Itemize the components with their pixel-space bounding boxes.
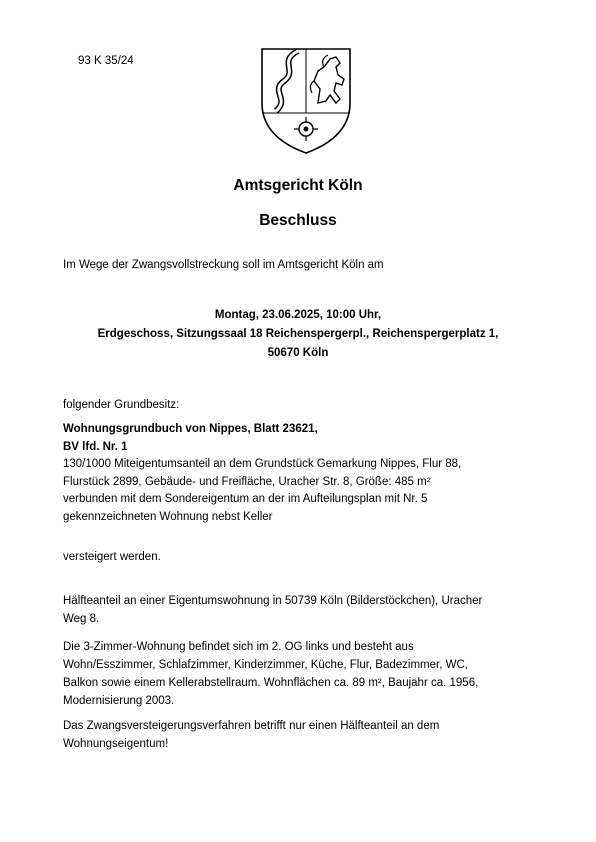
land-register-desc-line: Flurstück 2899, Gebäude- und Freifläche, Uracher Str. 8, Größe: 485 m²	[63, 475, 431, 488]
details-line: Weg 8.	[63, 613, 100, 625]
appointment-block	[0, 306, 596, 363]
property-intro: folgender Grundbesitz:	[63, 399, 180, 411]
appointment-city: 50670 Köln	[267, 347, 329, 359]
court-name: Amtsgericht Köln	[233, 177, 363, 194]
details-para3	[63, 717, 439, 753]
land-register-block	[63, 421, 461, 526]
coat-of-arms-icon	[258, 45, 354, 157]
appointment-date: Montag, 23.06.2025, 10:00 Uhr,	[214, 309, 382, 321]
land-register-item: BV lfd. Nr. 1	[63, 440, 128, 453]
details-line: Balkon sowie einem Kellerabstellraum. Wohnflächen ca. 89 m², Baujahr ca. 1956,	[63, 677, 479, 689]
details-line: Wohn/Esszimmer, Schlafzimmer, Kinderzimmer, Küche, Flur, Badezimmer, WC,	[63, 659, 468, 671]
appointment-location: Erdgeschoss, Sitzungssaal 18 Reichenspergerpl., Reichenspergerplatz 1,	[97, 328, 499, 340]
details-para2	[63, 638, 478, 710]
land-register-desc-line: 130/1000 Miteigentumsanteil an dem Grundstück Gemarkung Nippes, Flur 88,	[63, 458, 462, 470]
land-register-desc-line: gekennzeichneten Wohnung nebst Keller	[63, 510, 273, 523]
land-register-desc-line: verbunden mit dem Sondereigentum an der im Aufteilungsplan mit Nr. 5	[63, 493, 428, 505]
auction-phrase: versteigert werden.	[63, 551, 161, 563]
case-number: 93 K 35/24	[78, 55, 134, 67]
details-line: Wohnungseigentum!	[63, 738, 169, 750]
land-register-title: Wohnungsgrundbuch von Nippes, Blatt 23621,	[63, 423, 318, 435]
details-para1	[63, 592, 482, 628]
details-line: Modernisierung 2003.	[63, 695, 175, 707]
document-title: Beschluss	[259, 212, 337, 229]
details-line: Hälfteanteil an einer Eigentumswohnung in 50739 Köln (Bilderstöckchen), Uracher	[63, 595, 483, 607]
details-line: Das Zwangsversteigerungsverfahren betrifft nur einen Hälfteanteil an dem	[63, 720, 440, 732]
details-line: Die 3-Zimmer-Wohnung befindet sich im 2. OG links und besteht aus	[63, 641, 414, 653]
intro-text: Im Wege der Zwangsvollstreckung soll im Amtsgericht Köln am	[63, 259, 384, 271]
